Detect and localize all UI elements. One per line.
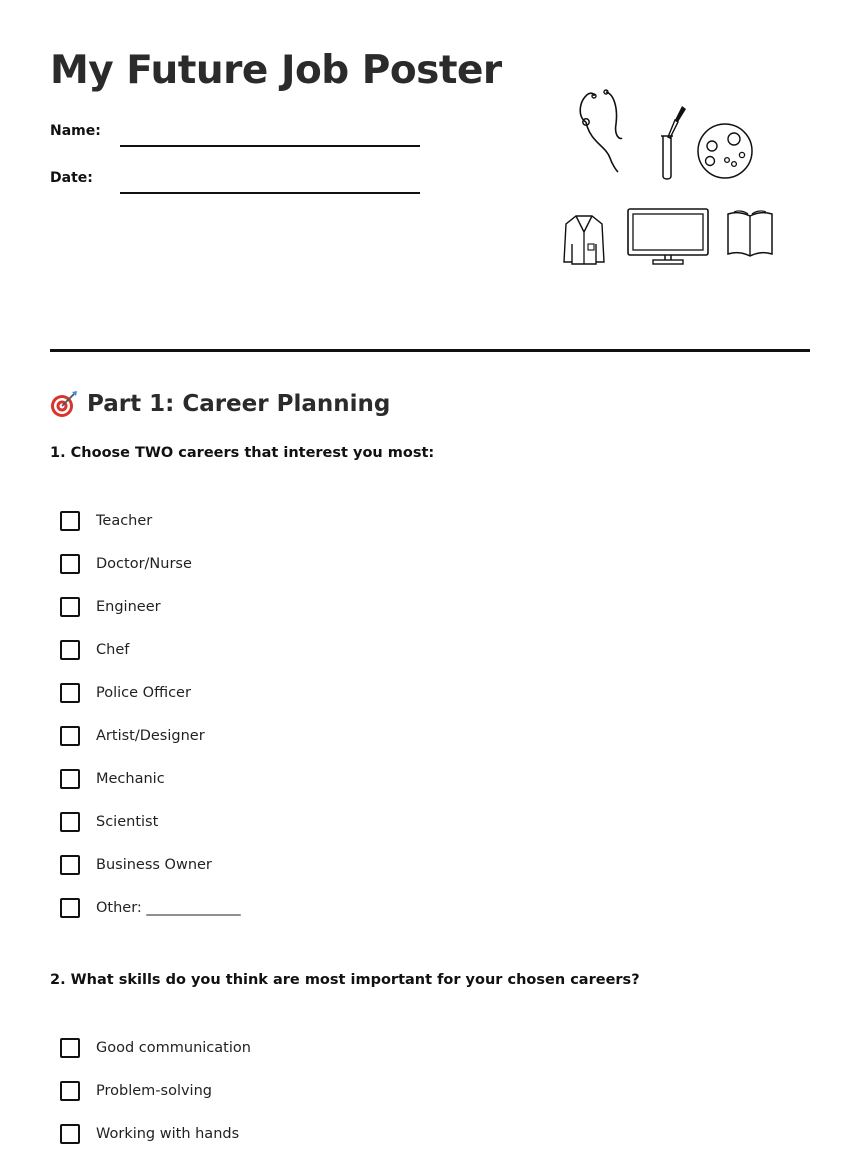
career-label: Chef <box>96 642 130 658</box>
career-option-chef[interactable] <box>60 640 241 683</box>
date-field[interactable] <box>50 168 430 198</box>
checkbox[interactable] <box>60 511 80 531</box>
lab-coat-icon <box>562 214 606 266</box>
career-option-business-owner[interactable] <box>60 855 241 898</box>
checkbox[interactable] <box>60 812 80 832</box>
checkbox[interactable] <box>60 1124 80 1144</box>
career-option-teacher[interactable] <box>60 511 241 554</box>
stethoscope-icon <box>576 88 626 172</box>
skill-label: Good communication <box>96 1040 251 1056</box>
career-option-mechanic[interactable] <box>60 769 241 812</box>
checkbox[interactable] <box>60 640 80 660</box>
career-label: Artist/Designer <box>96 728 205 744</box>
skills-checklist <box>60 1038 251 1167</box>
career-label: Doctor/Nurse <box>96 556 192 572</box>
name-field[interactable] <box>50 121 430 151</box>
career-option-engineer[interactable] <box>60 597 241 640</box>
career-label: Scientist <box>96 814 159 830</box>
checkbox[interactable] <box>60 1038 80 1058</box>
career-option-doctor-nurse[interactable] <box>60 554 241 597</box>
checkbox[interactable] <box>60 683 80 703</box>
monitor-icon <box>627 208 709 266</box>
checkbox[interactable] <box>60 597 80 617</box>
career-label: Business Owner <box>96 857 212 873</box>
part1-title: Part 1: Career Planning <box>87 391 391 417</box>
book-icon <box>726 208 774 258</box>
date-input-line[interactable] <box>120 192 420 194</box>
skill-option-communication[interactable] <box>60 1038 251 1081</box>
checkbox[interactable] <box>60 726 80 746</box>
career-label: Police Officer <box>96 685 191 701</box>
name-label: Name: <box>50 123 101 139</box>
palette-icon <box>696 122 754 180</box>
career-option-scientist[interactable] <box>60 812 241 855</box>
checkbox[interactable] <box>60 554 80 574</box>
career-option-artist-designer[interactable] <box>60 726 241 769</box>
question-2: 2. What skills do you think are most important for your chosen careers? <box>50 972 640 988</box>
question-1: 1. Choose TWO careers that interest you most: <box>50 445 435 461</box>
career-label: Mechanic <box>96 771 165 787</box>
page-title: My Future Job Poster <box>50 48 502 93</box>
checkbox[interactable] <box>60 855 80 875</box>
career-option-police-officer[interactable] <box>60 683 241 726</box>
checkbox[interactable] <box>60 1081 80 1101</box>
career-label: Engineer <box>96 599 161 615</box>
career-illustration <box>556 86 786 272</box>
part1-heading <box>50 390 390 418</box>
target-icon <box>50 390 78 418</box>
name-input-line[interactable] <box>120 145 420 147</box>
checkbox[interactable] <box>60 769 80 789</box>
skill-label: Working with hands <box>96 1126 240 1142</box>
career-label: Teacher <box>96 513 153 529</box>
date-label: Date: <box>50 170 93 186</box>
career-option-other[interactable] <box>60 898 241 941</box>
section-divider <box>50 349 810 352</box>
test-tube-icon <box>660 134 674 182</box>
checkbox[interactable] <box>60 898 80 918</box>
skill-option-problem-solving[interactable] <box>60 1081 251 1124</box>
career-label: Other: _____________ <box>96 900 241 916</box>
careers-checklist <box>60 511 241 941</box>
skill-label: Problem-solving <box>96 1083 212 1099</box>
